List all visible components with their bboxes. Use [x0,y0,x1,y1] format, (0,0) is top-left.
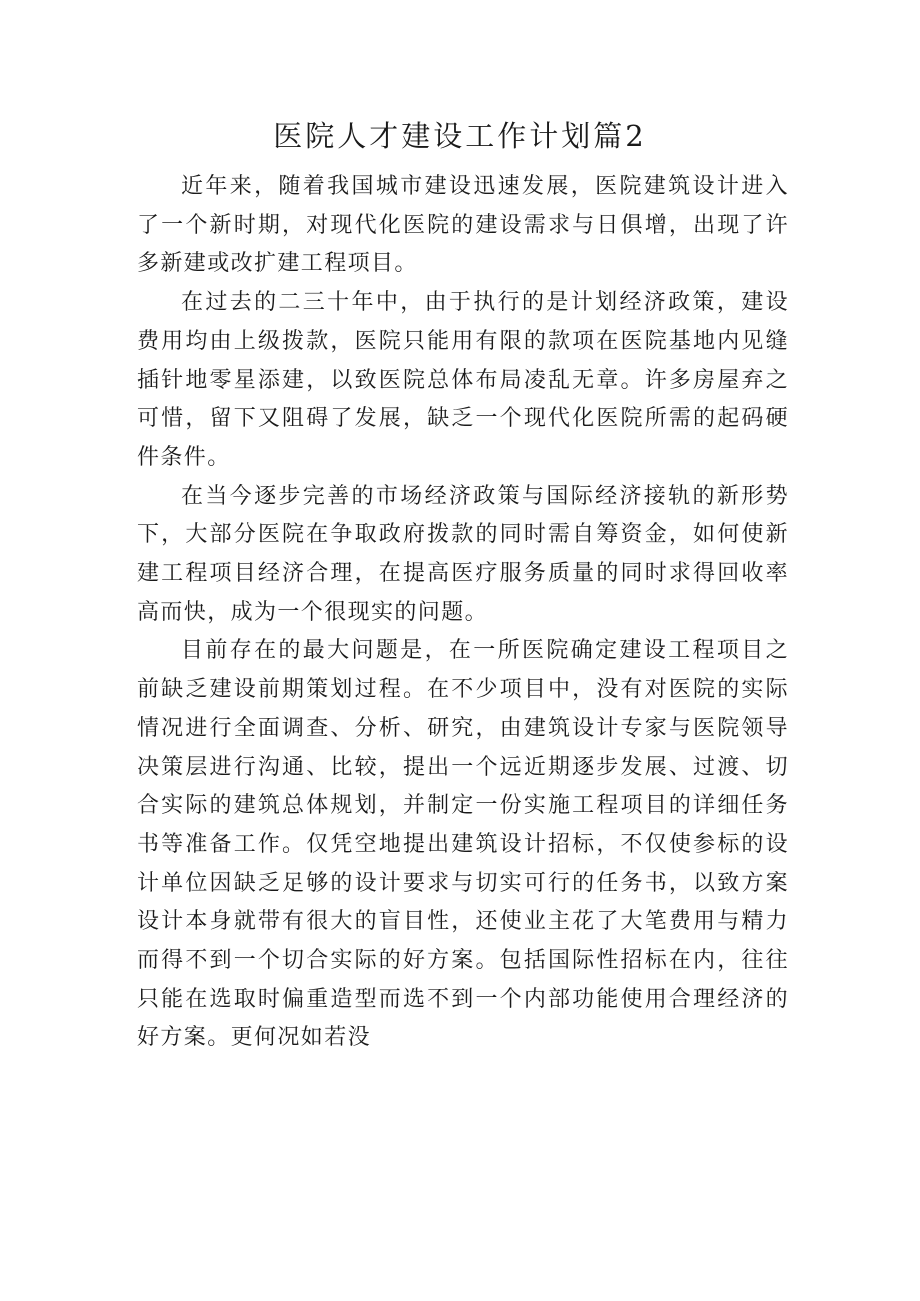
paragraph: 在过去的二三十年中，由于执行的是计划经济政策，建设费用均由上级拨款，医院只能用有限的款项在医院基地内见缝插针地零星添建，以致医院总体布局凌乱无章。许多房屋弃之可惜，留下又阻碍了发展，缺乏一个现代化医院所需的起码硬件条件。 [137,290,789,470]
paragraph: 在当今逐步完善的市场经济政策与国际经济接轨的新形势下，大部分医院在争取政府拨款的同时需自筹资金，如何使新建工程项目经济合理，在提高医疗服务质量的同时求得回收率高而快，成为一个很现实的问题。 [137,483,789,625]
document-body [137,168,789,1058]
paragraph: 目前存在的最大问题是，在一所医院确定建设工程项目之前缺乏建设前期策划过程。在不少项目中，没有对医院的实际情况进行全面调查、分析、研究，由建筑设计专家与医院领导决策层进行沟通、比较，提出一个远近期逐步发展、过渡、切合实际的建筑总体规划，并制定一份实施工程项目的详细任务书等准备工作。仅凭空地提出建筑设计招标，不仅使参标的设计单位因缺乏足够的设计要求与切实可行的任务书，以致方案设计本身就带有很大的盲目性，还使业主花了大笔费用与精力而得不到一个切合实际的好方案。包括国际性招标在内，往往只能在选取时偏重造型而选不到一个内部功能使用合理经济的好方案。更何况如若没 [137,638,789,1051]
document-title: 医院人才建设工作计划篇2 [273,119,647,153]
paragraph: 近年来，随着我国城市建设迅速发展，医院建筑设计进入了一个新时期，对现代化医院的建设需求与日俱增，出现了许多新建或改扩建工程项目。 [137,174,789,277]
